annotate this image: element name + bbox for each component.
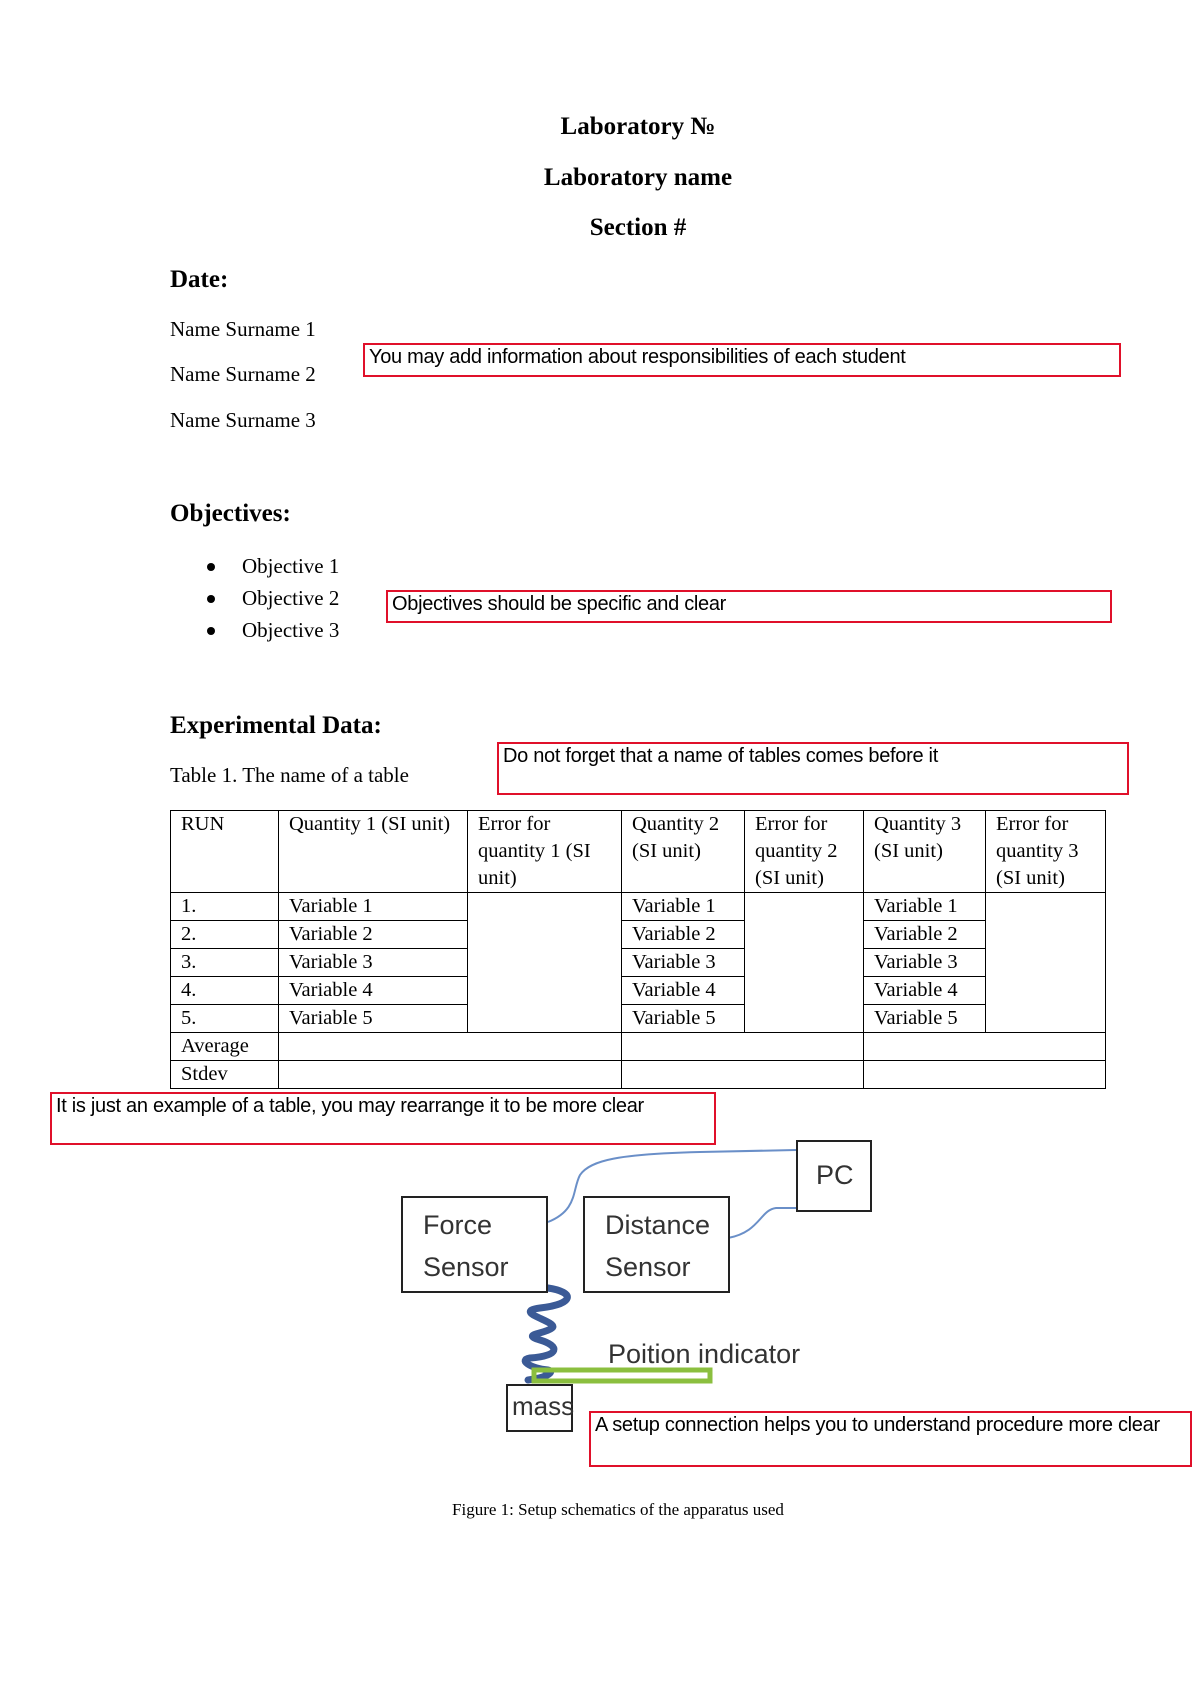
header-error-1: Error for quantity 1 (SI unit) bbox=[468, 811, 622, 893]
note-students: You may add information about responsibilities of each student bbox=[363, 343, 1121, 377]
note-table-example: It is just an example of a table, you may rearrange it to be more clear bbox=[50, 1092, 716, 1145]
mass-label: mass bbox=[512, 1391, 575, 1421]
run-cell: 1. bbox=[171, 893, 279, 921]
variable-cell: Variable 4 bbox=[279, 977, 468, 1005]
header-quantity-2: Quantity 2 (SI unit) bbox=[622, 811, 745, 893]
student-name-1: Name Surname 1 bbox=[170, 317, 316, 341]
stdev-label: Stdev bbox=[171, 1061, 279, 1089]
variable-cell: Variable 5 bbox=[622, 1005, 745, 1033]
variable-cell: Variable 5 bbox=[864, 1005, 986, 1033]
force-sensor-label-1: Force bbox=[423, 1210, 493, 1240]
variable-cell: Variable 1 bbox=[622, 893, 745, 921]
variable-cell: Variable 2 bbox=[864, 921, 986, 949]
note-setup: A setup connection helps you to understand procedure more clear bbox=[589, 1411, 1192, 1467]
header-quantity-3: Quantity 3 (SI unit) bbox=[864, 811, 986, 893]
distance-sensor-label-2: Sensor bbox=[605, 1252, 691, 1282]
pc-label: PC bbox=[816, 1160, 854, 1190]
variable-cell: Variable 4 bbox=[864, 977, 986, 1005]
variable-cell: Variable 3 bbox=[279, 949, 468, 977]
run-cell: 5. bbox=[171, 1005, 279, 1033]
mass-box bbox=[506, 1384, 573, 1432]
variable-cell: Variable 3 bbox=[864, 949, 986, 977]
lab-number-title: Laboratory № bbox=[560, 113, 716, 140]
distance-sensor-box bbox=[583, 1196, 730, 1293]
header-run: RUN bbox=[171, 811, 279, 893]
objective-2: Objective 2 bbox=[242, 586, 340, 610]
table-caption: Table 1. The name of a table bbox=[170, 763, 409, 787]
student-name-2: Name Surname 2 bbox=[170, 362, 316, 386]
variable-cell: Variable 4 bbox=[622, 977, 745, 1005]
variable-cell: Variable 2 bbox=[279, 921, 468, 949]
run-cell: 2. bbox=[171, 921, 279, 949]
section-title: Section # bbox=[589, 214, 687, 241]
lab-name-title: Laboratory name bbox=[543, 164, 733, 191]
distance-sensor-label-1: Distance bbox=[605, 1210, 711, 1240]
experimental-heading: Experimental Data: bbox=[170, 712, 382, 739]
note-objectives: Objectives should be specific and clear bbox=[386, 590, 1112, 623]
force-sensor-box bbox=[401, 1196, 548, 1293]
run-cell: 4. bbox=[171, 977, 279, 1005]
variable-cell: Variable 2 bbox=[622, 921, 745, 949]
objective-1: Objective 1 bbox=[242, 554, 340, 578]
objective-3: Objective 3 bbox=[242, 618, 340, 642]
spring-icon bbox=[525, 1288, 567, 1380]
figure-caption: Figure 1: Setup schematics of the apparatus used bbox=[452, 1500, 784, 1519]
position-indicator-label: Poition indicator bbox=[608, 1339, 801, 1369]
position-indicator-bar bbox=[534, 1370, 710, 1381]
variable-cell: Variable 1 bbox=[279, 893, 468, 921]
date-label: Date: bbox=[170, 266, 229, 293]
run-cell: 3. bbox=[171, 949, 279, 977]
header-quantity-1: Quantity 1 (SI unit) bbox=[279, 811, 468, 893]
force-sensor-label-2: Sensor bbox=[423, 1252, 509, 1282]
variable-cell: Variable 5 bbox=[279, 1005, 468, 1033]
variable-cell: Variable 1 bbox=[864, 893, 986, 921]
header-error-2: Error for quantity 2 (SI unit) bbox=[745, 811, 864, 893]
pc-box bbox=[796, 1140, 872, 1212]
note-table-name: Do not forget that a name of tables comes before it bbox=[497, 742, 1129, 795]
header-error-3: Error for quantity 3 (SI unit) bbox=[986, 811, 1106, 893]
average-label: Average bbox=[171, 1033, 279, 1061]
pc-distance-cable bbox=[728, 1208, 796, 1238]
student-name-3: Name Surname 3 bbox=[170, 408, 316, 432]
objectives-heading: Objectives: bbox=[170, 500, 291, 527]
variable-cell: Variable 3 bbox=[622, 949, 745, 977]
